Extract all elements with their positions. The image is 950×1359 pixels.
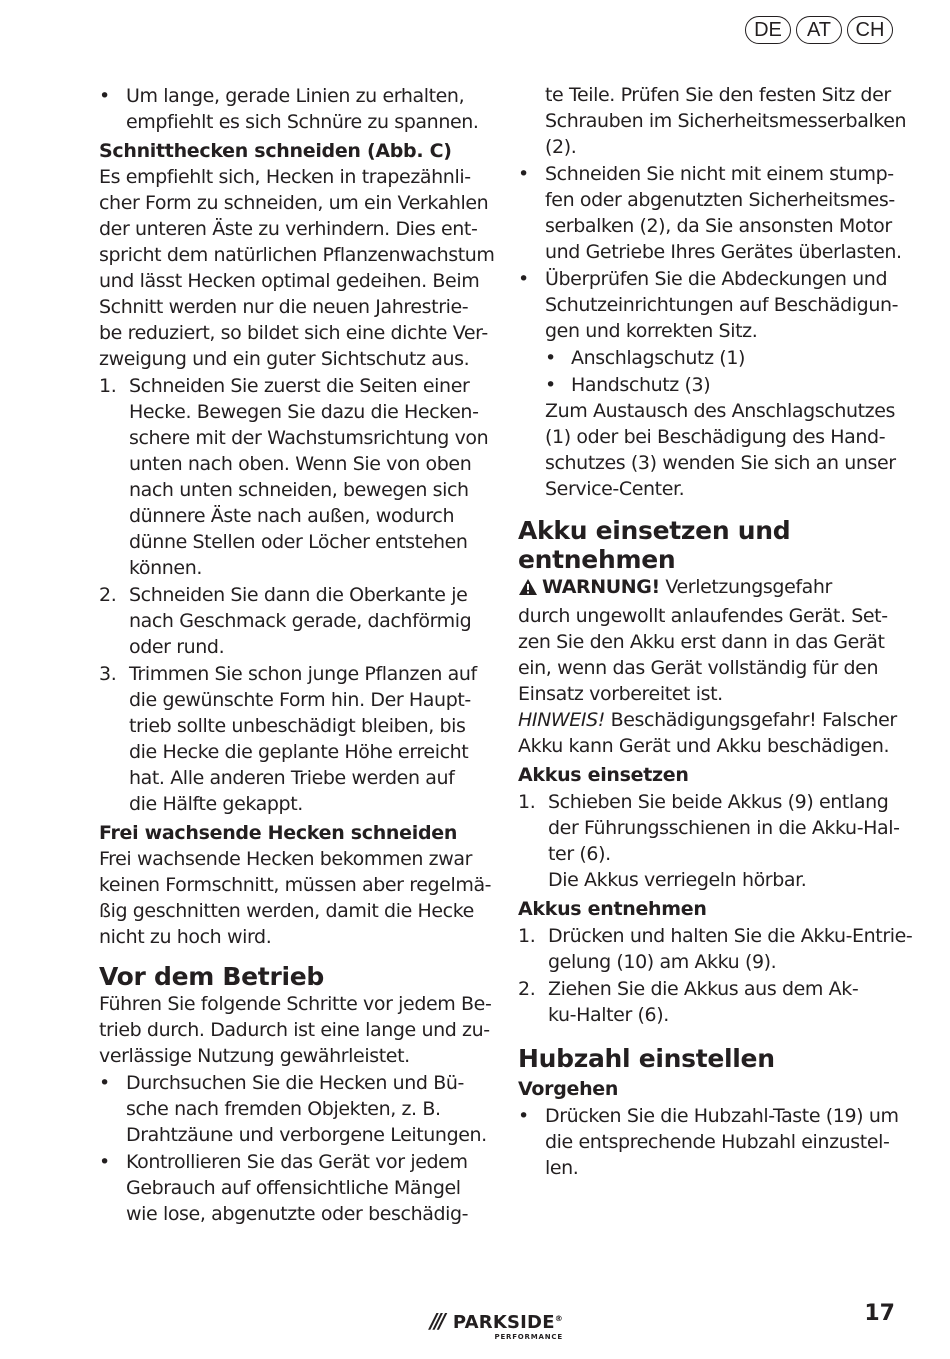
text-line: Akku kann Gerät und Akku beschädigen. [518, 735, 890, 757]
text-line: Zum Austausch des Anschlagschutzes [545, 400, 896, 422]
text-line: te Teile. Prüfen Sie den festen Sitz der [545, 84, 891, 106]
text-line: ter (6). [548, 843, 611, 865]
text-line: hat. Alle anderen Triebe werden auf [129, 767, 455, 789]
text-line: zweigung und ein guter Sichtschutz aus. [99, 348, 470, 370]
warning-triangle-icon [518, 577, 538, 603]
paragraph-hedge-cut [99, 164, 495, 372]
step-number: 2. [99, 584, 117, 606]
remove-step-1 [518, 923, 913, 975]
logo-brand-name: PARKSIDE [452, 1312, 555, 1333]
text-line: keinen Formschnitt, müssen aber regelmä- [99, 874, 492, 896]
text-line: schere mit der Wachstumsrichtung von [129, 427, 489, 449]
text-line: Hecke. Bewegen Sie dazu die Hecken- [129, 401, 479, 423]
text-line: spricht dem natürlichen Pflanzenwachstum [99, 244, 495, 266]
text-line: Schnitt werden nur die neuen Jahrestrie- [99, 296, 469, 318]
text-line: Trimmen Sie schon junge Pflanzen auf [129, 663, 477, 685]
notice-first-line [518, 707, 903, 733]
text-line: nach unten schneiden, bewegen sich [129, 479, 469, 501]
bullet-marker: • [518, 163, 529, 185]
subheading-remove-batteries: Akkus entnehmen [518, 898, 707, 920]
text-line: ßig geschnitten werden, damit die Hecke [99, 900, 474, 922]
sub-bullet-stop-guard [545, 345, 903, 371]
intro-bullet [99, 83, 481, 135]
text-line: Schneiden Sie nicht mit einem stump- [545, 163, 894, 185]
text-line: sche nach fremden Objekten, z. B. [126, 1098, 441, 1120]
text-line: dünne Stellen oder Löcher entstehen [129, 531, 468, 553]
text-line: Drahtzäune und verborgene Leitungen. [126, 1124, 487, 1146]
bullet-marker: • [545, 374, 556, 396]
country-badge-at: AT [796, 16, 842, 44]
text-line: Schieben Sie beide Akkus (9) entlang [548, 791, 889, 813]
insert-step-1 [518, 789, 903, 893]
subheading-insert-batteries: Akkus einsetzen [518, 764, 689, 786]
bullet-marker: • [99, 1072, 110, 1094]
paragraph-free-hedges [99, 846, 492, 950]
text-line: und lässt Hecken optimal gedeihen. Beim [99, 270, 480, 292]
text-line: empfiehlt es sich Schnüre zu spannen. [126, 111, 479, 133]
logo-registered-mark: ® [554, 1314, 563, 1323]
text-line: Ziehen Sie die Akkus aus dem Ak- [548, 978, 859, 1000]
step-1 [99, 373, 489, 581]
text-line: ein, wenn das Gerät vollständig für den [518, 657, 879, 679]
text-line: können. [129, 557, 203, 579]
text-line: die Hecke die geplante Höhe erreicht [129, 741, 469, 763]
page-number: 17 [864, 1301, 895, 1326]
text-line: trieb durch. Dadurch ist eine lange und zu- [99, 1019, 490, 1041]
text-line: schutzes (3) wenden Sie sich an unser [545, 452, 896, 474]
bullet-continuation [518, 82, 907, 160]
text-line: len. [545, 1157, 579, 1179]
bullet-marker: • [545, 347, 556, 369]
step-number: 2. [518, 978, 536, 1000]
text-line: dünnere Äste nach außen, wodurch [129, 505, 455, 527]
text-line: trieb sollte unbeschädigt bleiben, bis [129, 715, 466, 737]
text-line: ku-Halter (6). [548, 1004, 669, 1026]
text-line: und Getriebe Ihres Gerätes überlasten. [545, 241, 902, 263]
sub-bullet-hand-guard [545, 372, 903, 398]
text-line: Es empfiehlt sich, Hecken in trapezähnli- [99, 166, 471, 188]
remove-step-2 [518, 976, 903, 1028]
text-line: die gewünschte Form hin. Der Haupt- [129, 689, 471, 711]
warning-block [518, 574, 903, 707]
section-heading-before-operation: Vor dem Betrieb [99, 962, 325, 991]
text-line: unten nach oben. Wenn Sie von oben [129, 453, 472, 475]
text-line: durch ungewollt anlaufendes Gerät. Set- [518, 605, 888, 627]
logo-slashes-icon: /// [430, 1309, 443, 1333]
warning-first-line [518, 574, 903, 603]
text-line: die entsprechende Hubzahl einzustel- [545, 1131, 890, 1153]
bullet-check-device [99, 1149, 481, 1227]
warning-label: WARNUNG! [542, 576, 660, 598]
text-line: Schneiden Sie zuerst die Seiten einer [129, 375, 470, 397]
service-center-note [518, 398, 903, 502]
text-line: gelung (10) am Akku (9). [548, 951, 777, 973]
bullet-marker: • [518, 1105, 529, 1127]
notice-text: Beschädigungsgefahr! Falscher [610, 709, 897, 731]
text-line: cher Form zu schneiden, um ein Verkahlen [99, 192, 489, 214]
text-line: Überprüfen Sie die Abdeckungen und [545, 268, 888, 290]
text-line: Schneiden Sie dann die Oberkante je [129, 584, 468, 606]
text-line: Service-Center. [545, 478, 685, 500]
bullet-check-covers [518, 266, 903, 344]
heading-line: entnehmen [518, 545, 676, 574]
step-number: 1. [518, 791, 536, 813]
section-heading-free-hedges: Frei wachsende Hecken schneiden [99, 822, 458, 844]
logo-subtitle: PERFORMANCE [494, 1333, 563, 1341]
step-number: 1. [518, 925, 536, 947]
text-line: nach Geschmack gerade, dachförmig [129, 610, 472, 632]
country-badges [745, 16, 893, 44]
heading-line: Akku einsetzen und [518, 516, 791, 545]
text-line: Handschutz (3) [571, 374, 711, 396]
text-line: wie lose, abgenutzte oder beschädig- [126, 1203, 469, 1225]
text-line: oder rund. [129, 636, 225, 658]
text-line: zen Sie den Akku erst dann in das Gerät [518, 631, 885, 653]
text-line: Schrauben im Sicherheitsmesserbalken [545, 110, 907, 132]
bullet-marker: • [518, 268, 529, 290]
text-line: Kontrollieren Sie das Gerät vor jedem [126, 1151, 468, 1173]
bullet-blunt-blade [518, 161, 903, 265]
text-line: Gebrauch auf offensichtliche Mängel [126, 1177, 461, 1199]
logo-text [453, 1309, 563, 1342]
logo-brand [453, 1309, 563, 1333]
step-result: Die Akkus verriegeln hörbar. [548, 869, 807, 891]
warning-text: Verletzungsgefahr [665, 576, 832, 598]
parkside-logo [430, 1309, 563, 1342]
step-3 [99, 661, 481, 817]
section-heading-hedge-cut: Schnitthecken schneiden (Abb. C) [99, 140, 452, 162]
step-2 [99, 582, 481, 660]
text-line: gen und korrekten Sitz. [545, 320, 758, 342]
bullet-search-hedges [99, 1070, 487, 1148]
text-line: Einsatz vorbereitet ist. [518, 683, 723, 705]
text-line: nicht zu hoch wird. [99, 926, 272, 948]
step-number: 3. [99, 663, 117, 685]
step-number: 1. [99, 375, 117, 397]
text-line: Drücken Sie die Hubzahl-Taste (19) um [545, 1105, 899, 1127]
text-line: verlässige Nutzung gewährleistet. [99, 1045, 410, 1067]
paragraph-before-operation [99, 991, 492, 1069]
country-badge-ch: CH [847, 16, 893, 44]
bullet-marker: • [99, 85, 110, 107]
bullet-stroke-rate [518, 1103, 903, 1181]
left-column [99, 82, 495, 1227]
notice-block [518, 707, 903, 759]
section-heading-battery [518, 516, 903, 574]
text-line: serbalken (2), da Sie ansonsten Motor [545, 215, 892, 237]
text-line: Führen Sie folgende Schritte vor jedem Be- [99, 993, 492, 1015]
right-column [518, 82, 913, 1181]
country-badge-de: DE [745, 16, 791, 44]
text-line: die Hälfte gekappt. [129, 793, 303, 815]
text-line: fen oder abgenutzten Sicherheitsmes- [545, 189, 895, 211]
text-line: (2). [545, 136, 577, 158]
text-line: Um lange, gerade Linien zu erhalten, [126, 85, 465, 107]
text-line: (1) oder bei Beschädigung des Hand- [545, 426, 886, 448]
text-line: Drücken und halten Sie die Akku-Entrie- [548, 925, 913, 947]
text-line: Anschlagschutz (1) [571, 347, 746, 369]
text-line: der unteren Äste zu verhindern. Dies ent- [99, 218, 478, 240]
text-line: Durchsuchen Sie die Hecken und Bü- [126, 1072, 464, 1094]
notice-label: HINWEIS! [518, 709, 605, 731]
text-line: der Führungsschienen in die Akku-Hal- [548, 817, 900, 839]
bullet-marker: • [99, 1151, 110, 1173]
text-line: Schutzeinrichtungen auf Beschädigun- [545, 294, 899, 316]
text-line: be reduziert, so bildet sich eine dichte Ver- [99, 322, 488, 344]
text-line: Frei wachsende Hecken bekommen zwar [99, 848, 473, 870]
section-heading-stroke-rate: Hubzahl einstellen [518, 1044, 775, 1073]
subheading-procedure: Vorgehen [518, 1078, 619, 1100]
